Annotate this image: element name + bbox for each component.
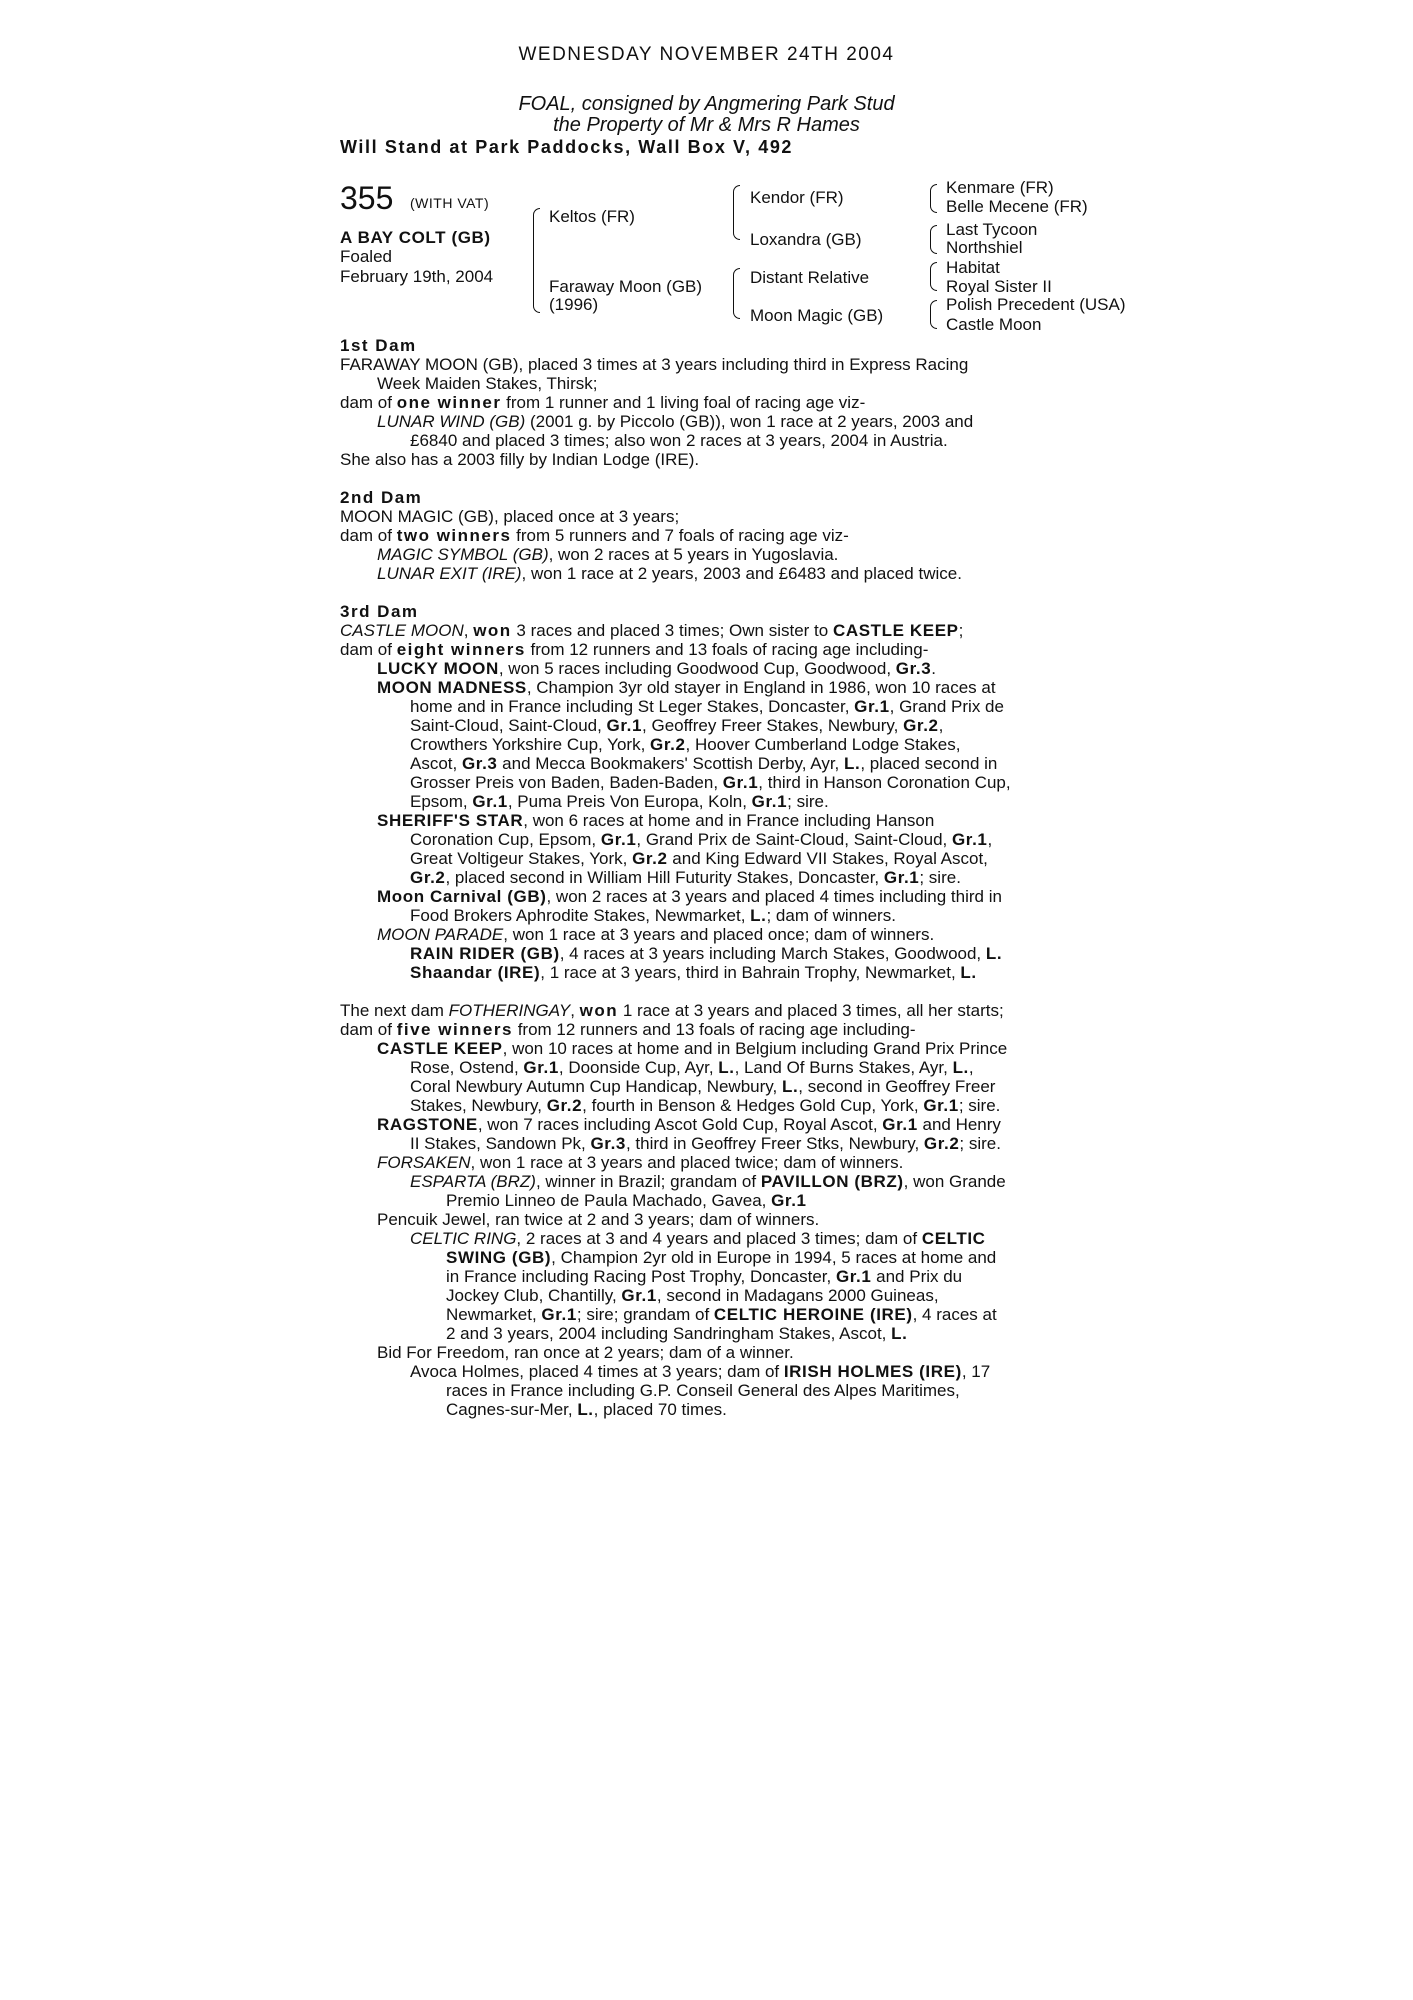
pedigree-gg-6: Royal Sister II bbox=[946, 277, 1052, 296]
third-dam-line: Great Voltigeur Stakes, York, Gr.2 and King Edward VII Stakes, Royal Ascot, bbox=[410, 849, 988, 868]
third-dam-line: Moon Carnival (GB), won 2 races at 3 years and placed 4 times including third in bbox=[377, 887, 1002, 906]
second-dam-line: MAGIC SYMBOL (GB), won 2 races at 5 years in Yugoslavia. bbox=[377, 545, 839, 564]
consignor-line: FOAL, consigned by Angmering Park Stud bbox=[518, 93, 895, 115]
next-dam-line: SWING (GB), Champion 2yr old in Europe in 1994, 5 races at home and bbox=[446, 1248, 997, 1267]
next-dam-line: Jockey Club, Chantilly, Gr.1, second in Madagans 2000 Guineas, bbox=[446, 1286, 939, 1305]
foaled-label: Foaled bbox=[340, 247, 392, 266]
horse-description: A BAY COLT (GB) bbox=[340, 228, 491, 247]
third-dam-line: CASTLE MOON, won 3 races and placed 3 times; Own sister to CASTLE KEEP; bbox=[340, 621, 964, 640]
pedigree-gg-3: Last Tycoon bbox=[946, 220, 1038, 239]
first-dam-line: LUNAR WIND (GB) (2001 g. by Piccolo (GB)), won 1 race at 2 years, 2003 and bbox=[377, 412, 974, 431]
next-dam-line: Rose, Ostend, Gr.1, Doonside Cup, Ayr, L., Land Of Burns Stakes, Ayr, L., bbox=[410, 1058, 974, 1077]
next-dam-line: in France including Racing Post Trophy, Doncaster, Gr.1 and Prix du bbox=[446, 1267, 963, 1286]
first-dam-heading: 1st Dam bbox=[340, 336, 417, 355]
next-dam-line: Cagnes-sur-Mer, L., placed 70 times. bbox=[446, 1400, 727, 1419]
first-dam-line: Week Maiden Stakes, Thirsk; bbox=[377, 374, 598, 393]
pedigree-gg-4: Northshiel bbox=[946, 238, 1023, 257]
next-dam-line: Newmarket, Gr.1; sire; grandam of CELTIC HEROINE (IRE), 4 races at bbox=[446, 1305, 997, 1324]
third-dam-line: Coronation Cup, Epsom, Gr.1, Grand Prix de Saint-Cloud, Saint-Cloud, Gr.1, bbox=[410, 830, 993, 849]
pedigree-brace bbox=[930, 184, 937, 199]
pedigree-gg-1: Kenmare (FR) bbox=[946, 178, 1054, 197]
second-dam-heading: 2nd Dam bbox=[340, 488, 423, 507]
next-dam-line: Pencuik Jewel, ran twice at 2 and 3 years; dam of winners. bbox=[377, 1210, 820, 1229]
third-dam-line: Grosser Preis von Baden, Baden-Baden, Gr.1, third in Hanson Coronation Cup, bbox=[410, 773, 1011, 792]
pedigree-dam: Faraway Moon (GB) bbox=[549, 277, 703, 296]
vat-note: (WITH VAT) bbox=[410, 195, 490, 211]
third-dam-line: Food Brokers Aphrodite Stakes, Newmarket, L.; dam of winners. bbox=[410, 906, 896, 925]
third-dam-line: Saint-Cloud, Saint-Cloud, Gr.1, Geoffrey Freer Stakes, Newbury, Gr.2, bbox=[410, 716, 944, 735]
first-dam-line: £6840 and placed 3 times; also won 2 races at 3 years, 2004 in Austria. bbox=[410, 431, 948, 450]
next-dam-line: The next dam FOTHERINGAY, won 1 race at 3 years and placed 3 times, all her starts; bbox=[340, 1001, 1004, 1020]
pedigree-sire-sire: Kendor (FR) bbox=[750, 188, 844, 207]
third-dam-line: MOON PARADE, won 1 race at 3 years and placed once; dam of winners. bbox=[377, 925, 935, 944]
third-dam-line: dam of eight winners from 12 runners and 13 foals of racing age including- bbox=[340, 640, 929, 659]
next-dam-line: FORSAKEN, won 1 race at 3 years and placed twice; dam of winners. bbox=[377, 1153, 904, 1172]
third-dam-line: Epsom, Gr.1, Puma Preis Von Europa, Koln, Gr.1; sire. bbox=[410, 792, 829, 811]
pedigree-brace bbox=[930, 198, 937, 213]
third-dam-line: Crowthers Yorkshire Cup, York, Gr.2, Hoover Cumberland Lodge Stakes, bbox=[410, 735, 961, 754]
pedigree-gg-7: Polish Precedent (USA) bbox=[946, 295, 1126, 314]
third-dam-line: home and in France including St Leger Stakes, Doncaster, Gr.1, Grand Prix de bbox=[410, 697, 1004, 716]
pedigree-brace bbox=[930, 300, 937, 315]
next-dam-line: ESPARTA (BRZ), winner in Brazil; grandam of PAVILLON (BRZ), won Grande bbox=[410, 1172, 1006, 1191]
third-dam-line: Shaandar (IRE), 1 race at 3 years, third in Bahrain Trophy, Newmarket, L. bbox=[410, 963, 977, 982]
next-dam-line: CELTIC RING, 2 races at 3 and 4 years and placed 3 times; dam of CELTIC bbox=[410, 1229, 986, 1248]
third-dam-line: MOON MADNESS, Champion 3yr old stayer in England in 1986, won 10 races at bbox=[377, 678, 996, 697]
pedigree-brace bbox=[930, 225, 937, 240]
pedigree-brace bbox=[930, 314, 937, 329]
lot-number: 355 bbox=[340, 180, 394, 216]
third-dam-heading: 3rd Dam bbox=[340, 602, 419, 621]
third-dam-line: SHERIFF'S STAR, won 6 races at home and in France including Hanson bbox=[377, 811, 935, 830]
next-dam-line: 2 and 3 years, 2004 including Sandringham Stakes, Ascot, L. bbox=[446, 1324, 908, 1343]
pedigree-brace bbox=[733, 268, 740, 294]
pedigree-gg-2: Belle Mecene (FR) bbox=[946, 197, 1088, 216]
owner-line: the Property of Mr & Mrs R Hames bbox=[553, 114, 860, 136]
sale-date: WEDNESDAY NOVEMBER 24TH 2004 bbox=[518, 44, 895, 65]
next-dam-line: Stakes, Newbury, Gr.2, fourth in Benson & Hedges Gold Cup, York, Gr.1; sire. bbox=[410, 1096, 1001, 1115]
second-dam-line: LUNAR EXIT (IRE), won 1 race at 2 years, 2003 and £6483 and placed twice. bbox=[377, 564, 962, 583]
second-dam-line: MOON MAGIC (GB), placed once at 3 years; bbox=[340, 507, 680, 526]
foaled-date: February 19th, 2004 bbox=[340, 267, 494, 286]
next-dam-line: dam of five winners from 12 runners and 13 foals of racing age including- bbox=[340, 1020, 916, 1039]
third-dam-line: LUCKY MOON, won 5 races including Goodwood Cup, Goodwood, Gr.3. bbox=[377, 659, 936, 678]
next-dam-line: Coral Newbury Autumn Cup Handicap, Newbury, L., second in Geoffrey Freer bbox=[410, 1077, 996, 1096]
pedigree-brace bbox=[930, 276, 937, 291]
pedigree-brace bbox=[733, 293, 740, 319]
pedigree-brace bbox=[733, 185, 740, 213]
pedigree-brace bbox=[733, 212, 740, 240]
pedigree-sire: Keltos (FR) bbox=[549, 207, 635, 226]
pedigree-gg-8: Castle Moon bbox=[946, 315, 1042, 334]
next-dam-line: Premio Linneo de Paula Machado, Gavea, Gr.1 bbox=[446, 1191, 807, 1210]
pedigree-brace bbox=[533, 208, 540, 261]
third-dam-line: Gr.2, placed second in William Hill Futurity Stakes, Doncaster, Gr.1; sire. bbox=[410, 868, 961, 887]
pedigree-gg-5: Habitat bbox=[946, 258, 1000, 277]
pedigree-brace bbox=[930, 262, 937, 277]
pedigree-brace bbox=[533, 260, 540, 313]
next-dam-line: CASTLE KEEP, won 10 races at home and in Belgium including Grand Prix Prince bbox=[377, 1039, 1008, 1058]
first-dam-line: FARAWAY MOON (GB), placed 3 times at 3 years including third in Express Racing bbox=[340, 355, 969, 374]
pedigree-sire-dam: Loxandra (GB) bbox=[750, 230, 862, 249]
third-dam-line: RAIN RIDER (GB), 4 races at 3 years including March Stakes, Goodwood, L. bbox=[410, 944, 1003, 963]
pedigree-dam-year: (1996) bbox=[549, 295, 599, 314]
next-dam-line: Bid For Freedom, ran once at 2 years; dam of a winner. bbox=[377, 1343, 794, 1362]
next-dam-line: II Stakes, Sandown Pk, Gr.3, third in Geoffrey Freer Stks, Newbury, Gr.2; sire. bbox=[410, 1134, 1001, 1153]
second-dam-line: dam of two winners from 5 runners and 7 foals of racing age viz- bbox=[340, 526, 849, 545]
pedigree-dam-dam: Moon Magic (GB) bbox=[750, 306, 884, 325]
pedigree-brace bbox=[930, 239, 937, 254]
stabling-location: Will Stand at Park Paddocks, Wall Box V, 492 bbox=[340, 137, 794, 157]
third-dam-line: Ascot, Gr.3 and Mecca Bookmakers' Scottish Derby, Ayr, L., placed second in bbox=[410, 754, 998, 773]
next-dam-line: races in France including G.P. Conseil General des Alpes Maritimes, bbox=[446, 1381, 960, 1400]
first-dam-line: She also has a 2003 filly by Indian Lodge (IRE). bbox=[340, 450, 700, 469]
pedigree-dam-sire: Distant Relative bbox=[750, 268, 870, 287]
next-dam-line: RAGSTONE, won 7 races including Ascot Gold Cup, Royal Ascot, Gr.1 and Henry bbox=[377, 1115, 1001, 1134]
first-dam-line: dam of one winner from 1 runner and 1 living foal of racing age viz- bbox=[340, 393, 866, 412]
next-dam-line: Avoca Holmes, placed 4 times at 3 years; dam of IRISH HOLMES (IRE), 17 bbox=[410, 1362, 991, 1381]
